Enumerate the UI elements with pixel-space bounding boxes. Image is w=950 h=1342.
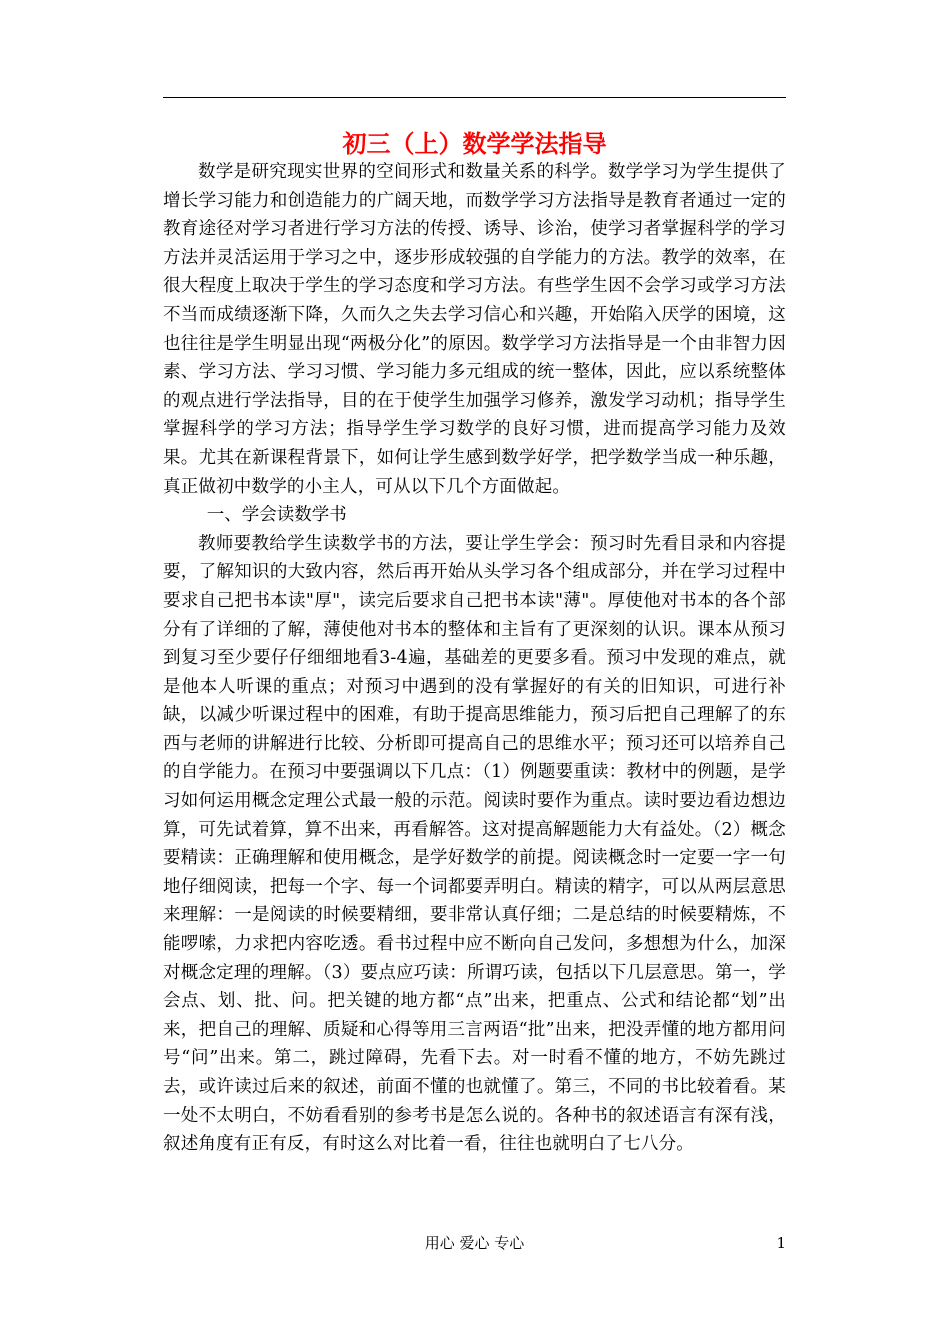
footer-motto: 用心 爱心 专心 [424,1234,525,1252]
document-title: 初三（上）数学学法指导 [342,130,607,158]
document-body [163,158,786,1159]
section-heading-read-math-books: 一、学会读数学书 [206,505,347,526]
page-number: 1 [776,1234,786,1252]
intro-paragraph: 数学是研究现实世界的空间形式和数量关系的科学。数学学习为学生提供了增长学习能力和创造能力的广阔天地，而数学学习方法指导是教育者通过一定的教育途径对学习者进行学习方法的传授、诱导、诊治，使学习者掌握科学的学习方法并灵活运用于学习之中，逐步形成较强的自学能力的方法。教学的效率，在很大程度上取决于学生的学习态度和学习方法。有些学生因不会学习或学习方法不当而成绩逐渐下降，久而久之失去学习信心和兴趣，开始陷入厌学的困境，这也往往是学生明显出现“两极分化”的原因。数学学习方法指导是一个由非智力因素、学习方法、学习习惯、学习能力多元组成的统一整体，因此，应以系统整体的观点进行学法指导，目的在于使学生加强学习修养，激发学习动机；指导学生掌握科学的学习方法；指导学生学习数学的良好习惯，进而提高学习能力及效果。尤其在新课程背景下，如何让学生感到数学好学，把学数学当成一种乐趣，真正做初中数学的小主人，可从以下几个方面做起。 [163,162,786,497]
header-rule [163,97,786,98]
section-paragraph-read-math-books: 教师要教给学生读数学书的方法，要让学生学会：预习时先看目录和内容提要，了解知识的大致内容，然后再开始从头学习各个组成部分，并在学习过程中要求自己把书本读"厚"，读完后要求自己把书本读"薄"。厚使他对书本的各个部分有了详细的了解，薄使他对书本的整体和主旨有了更深刻的认识。课本从预习到复习至少要仔仔细细地看3-4遍，基础差的更要多看。预习中发现的难点，就是他本人听课的重点；对预习中遇到的没有掌握好的有关的旧知识，可进行补缺，以减少听课过程中的困难，有助于提高思维能力，预习后把自己理解了的东西与老师的讲解进行比较、分析即可提高自己的思维水平；预习还可以培养自己的自学能力。在预习中要强调以下几点：（1）例题要重读：教材中的例题，是学习如何运用概念定理公式最一般的示范。阅读时要作为重点。读时要边看边想边算，可先试着算，算不出来，再看解答。这对提高解题能力大有益处。（2）概念要精读：正确理解和使用概念，是学好数学的前提。阅读概念时一定要一字一句地仔细阅读，把每一个字、每一个词都要弄明白。精读的精字，可以从两层意思来理解：一是阅读的时候要精细，要非常认真仔细；二是总结的时候要精炼，不能啰嗦，力求把内容吃透。看书过程中应不断向自己发问，多想想为什么，加深对概念定理的理解。（3）要点应巧读：所谓巧读，包括以下几层意思。第一，学会点、划、批、问。把关键的地方都“点”出来，把重点、公式和结论都“划”出来，把自己的理解、质疑和心得等用三言两语“批”出来，把没弄懂的地方都用问号“问”出来。第二，跳过障碍，先看下去。对一时看不懂的地方，不妨先跳过去，或许读过后来的叙述，前面不懂的也就懂了。第三，不同的书比较着看。某一处不太明白，不妨看看别的参考书是怎么说的。各种书的叙述语言有深有浅，叙述角度有正有反，有时这么对比着一看，往往也就明白了七八分。 [163,533,786,1155]
